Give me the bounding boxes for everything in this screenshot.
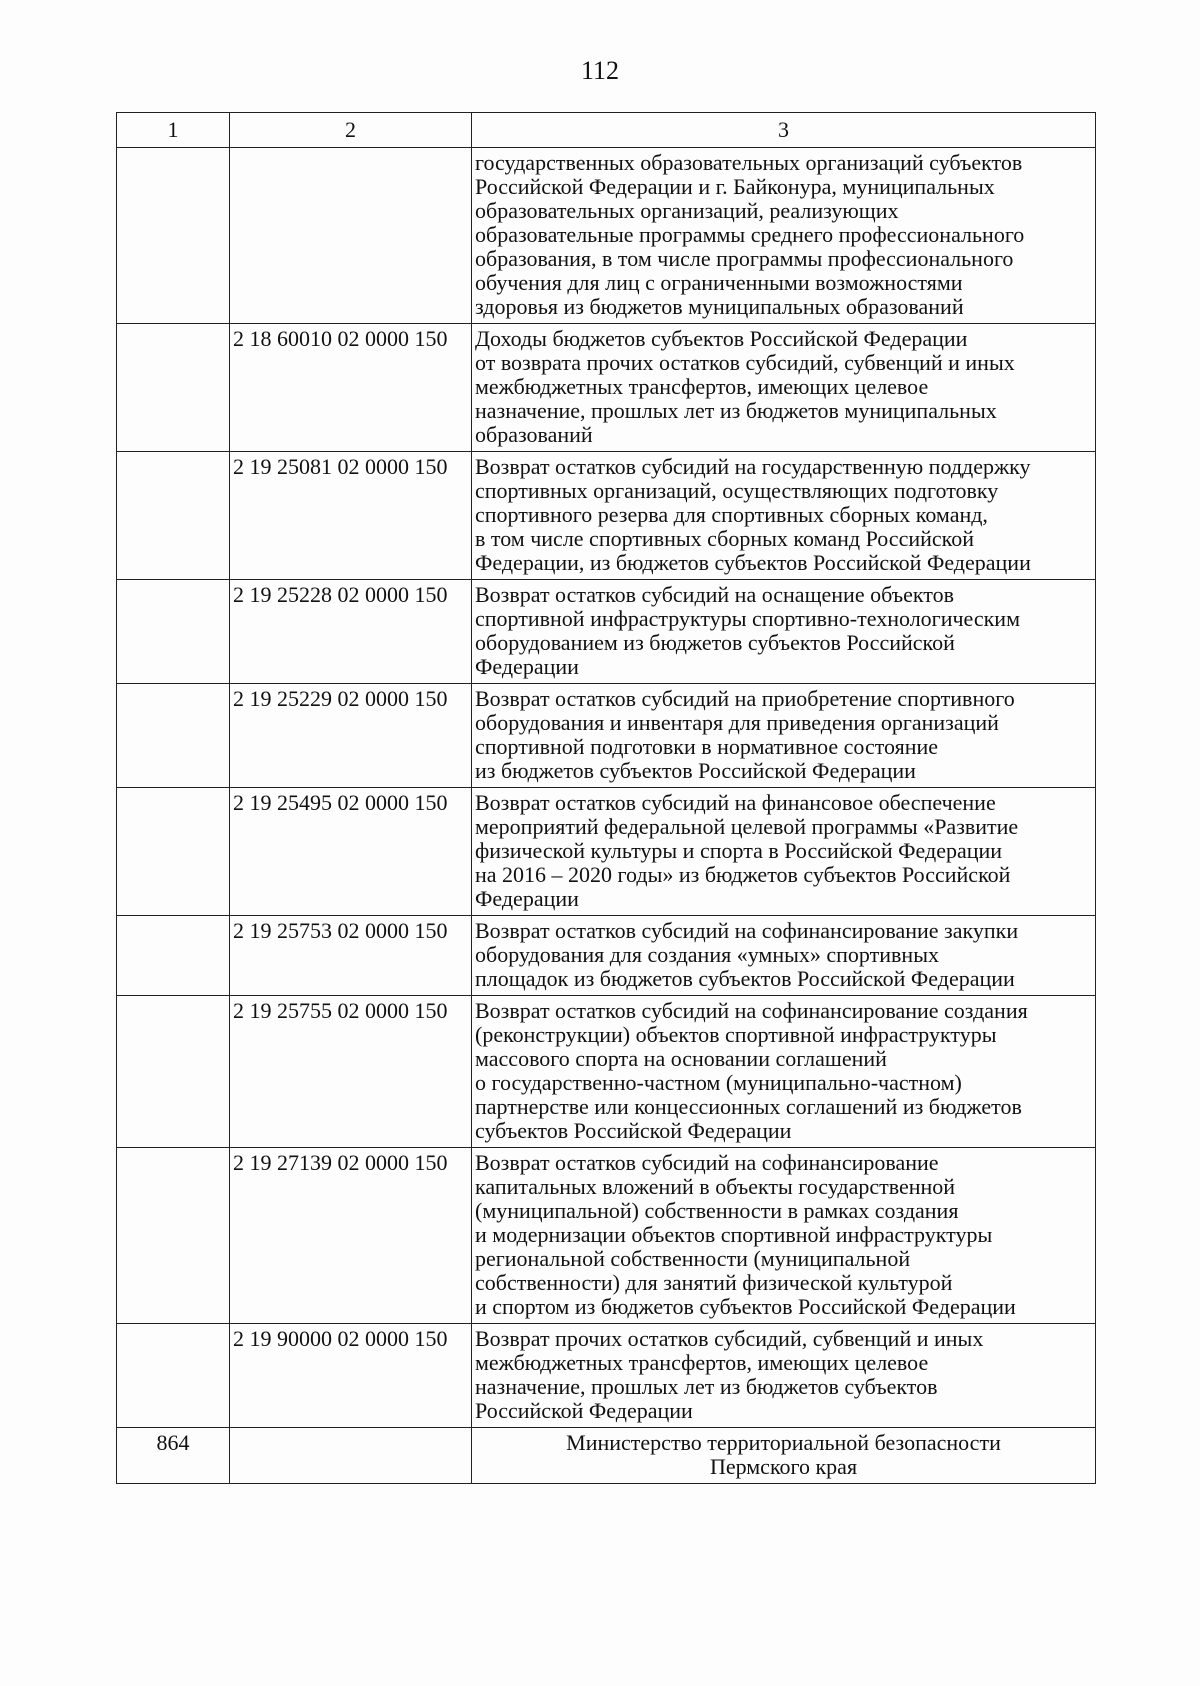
ministry-row [117, 1428, 1096, 1484]
row-admin-code [117, 1324, 230, 1428]
row-budget-code: 2 19 90000 02 0000 150 [230, 1324, 472, 1428]
table-row [117, 684, 1096, 788]
row-description: Доходы бюджетов субъектов Российской Федерации от возврата прочих остатков субсидий, субвенций и иных межбюджетных трансфертов, имеющих целевое назначение, прошлых лет из бюджетов муниципальных образований [472, 324, 1096, 452]
budget-codes-table [116, 112, 1096, 1484]
row-description: Возврат прочих остатков субсидий, субвенций и иных межбюджетных трансфертов, имеющих целевое назначение, прошлых лет из бюджетов субъектов Российской Федерации [472, 1324, 1096, 1428]
ministry-admin-code: 864 [117, 1428, 230, 1484]
column-header-3: 3 [472, 113, 1096, 148]
page-number: 112 [580, 56, 620, 85]
row-admin-code [117, 996, 230, 1148]
row-admin-code [117, 1148, 230, 1324]
row-budget-code: 2 19 25081 02 0000 150 [230, 452, 472, 580]
row-budget-code: 2 19 27139 02 0000 150 [230, 1148, 472, 1324]
row-description: Возврат остатков субсидий на софинансирование капитальных вложений в объекты государственной (муниципальной) собственности в рамках создания и модернизации объектов спортивной инфраструктуры региональной собственности (муниципальной собственности) для занятий физической культурой и спортом из бюджетов субъектов Российской Федерации [472, 1148, 1096, 1324]
row-description: Возврат остатков субсидий на софинансирование закупки оборудования для создания «умных» спортивных площадок из бюджетов субъектов Российской Федерации [472, 916, 1096, 996]
row-description: Возврат остатков субсидий на финансовое обеспечение мероприятий федеральной целевой программы «Развитие физической культуры и спорта в Российской Федерации на 2016 – 2020 годы» из бюджетов субъектов Российской Федерации [472, 788, 1096, 916]
table-row [117, 452, 1096, 580]
row-admin-code [117, 452, 230, 580]
table-row [117, 324, 1096, 452]
row-budget-code: 2 19 25753 02 0000 150 [230, 916, 472, 996]
table-row [117, 788, 1096, 916]
row-description: Возврат остатков субсидий на государственную поддержку спортивных организаций, осуществляющих подготовку спортивного резерва для спортивных сборных команд, в том числе спортивных сборных команд Российской Федерации, из бюджетов субъектов Российской Федерации [472, 452, 1096, 580]
row-budget-code: 2 18 60010 02 0000 150 [230, 324, 472, 452]
row-description: Возврат остатков субсидий на оснащение объектов спортивной инфраструктуры спортивно-технологическим оборудованием из бюджетов субъектов Российской Федерации [472, 580, 1096, 684]
table-row [117, 1324, 1096, 1428]
table-row [117, 916, 1096, 996]
table-row [117, 580, 1096, 684]
row-admin-code [117, 788, 230, 916]
row-admin-code [117, 916, 230, 996]
ministry-budget-code [230, 1428, 472, 1484]
row-admin-code [117, 580, 230, 684]
row-admin-code [117, 324, 230, 452]
table-row [117, 148, 1096, 324]
column-header-1: 1 [117, 113, 230, 148]
table-row [117, 996, 1096, 1148]
row-budget-code: 2 19 25755 02 0000 150 [230, 996, 472, 1148]
row-description: Возврат остатков субсидий на софинансирование создания (реконструкции) объектов спортивной инфраструктуры массового спорта на основании соглашений о государственно-частном (муниципально-частном) партнерстве или концессионных соглашений из бюджетов субъектов Российской Федерации [472, 996, 1096, 1148]
row-admin-code [117, 684, 230, 788]
row-budget-code: 2 19 25495 02 0000 150 [230, 788, 472, 916]
row-budget-code: 2 19 25228 02 0000 150 [230, 580, 472, 684]
row-description: Возврат остатков субсидий на приобретение спортивного оборудования и инвентаря для приведения организаций спортивной подготовки в нормативное состояние из бюджетов субъектов Российской Федерации [472, 684, 1096, 788]
table-header-row [117, 113, 1096, 148]
row-description: государственных образовательных организаций субъектов Российской Федерации и г. Байконура, муниципальных образовательных организаций, реализующих образовательные программы среднего профессионального образования, в том числе программы профессионального обучения для лиц с ограниченными возможностями здоровья из бюджетов муниципальных образований [472, 148, 1096, 324]
row-budget-code: 2 19 25229 02 0000 150 [230, 684, 472, 788]
row-admin-code [117, 148, 230, 324]
row-budget-code [230, 148, 472, 324]
column-header-2: 2 [230, 113, 472, 148]
table-row [117, 1148, 1096, 1324]
ministry-name: Министерство территориальной безопасности Пермского края [472, 1428, 1096, 1484]
